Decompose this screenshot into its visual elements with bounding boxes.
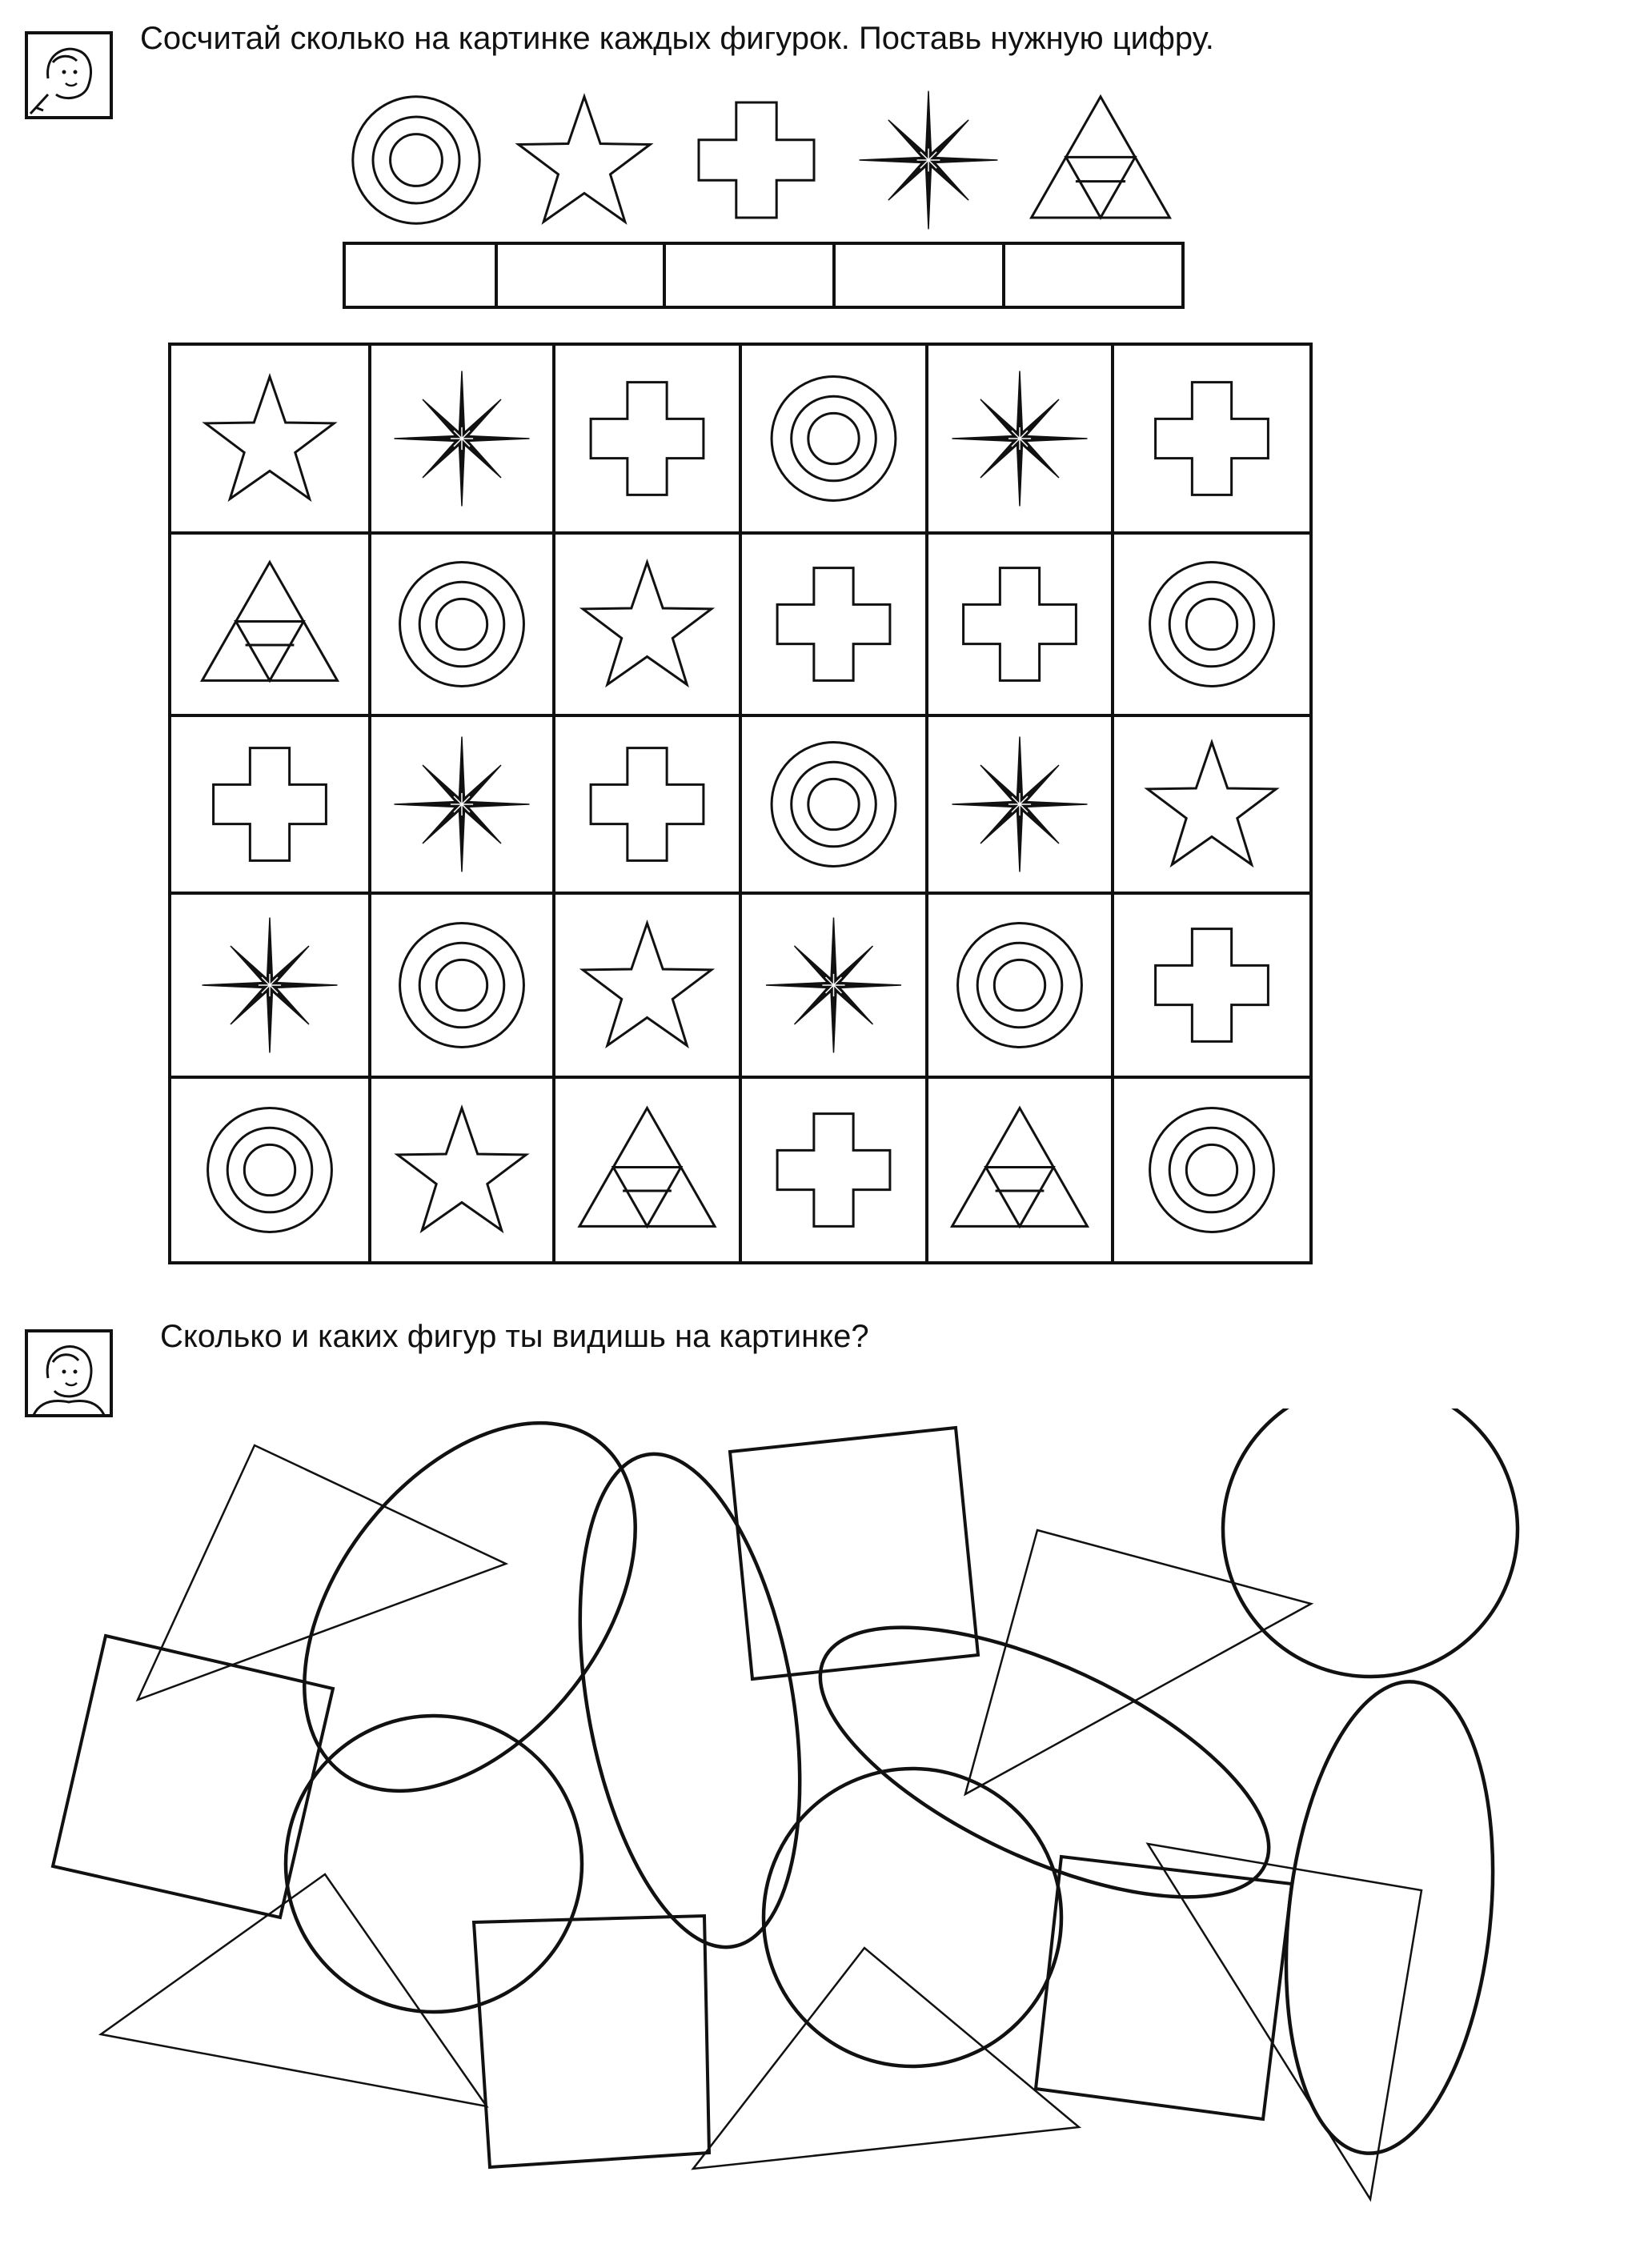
grid-cell — [1113, 893, 1311, 1077]
triangle-shape — [693, 1948, 1079, 2169]
grid-cell — [927, 533, 1113, 715]
grid-cell — [740, 1077, 927, 1263]
grid-cell — [740, 344, 927, 533]
grid-cell — [1113, 1077, 1311, 1263]
ellipse-shape — [784, 1573, 1305, 1952]
square-shape — [53, 1636, 333, 1917]
answer-box-star[interactable] — [496, 243, 664, 307]
sparkle-icon — [860, 91, 998, 230]
circle-shape — [764, 1769, 1061, 2066]
circle-shape — [1223, 1408, 1518, 1677]
triangle-shape — [965, 1530, 1311, 1794]
grid-cell — [1113, 344, 1311, 533]
overlapping-shapes-picture — [0, 1408, 1632, 2268]
grid-cell — [170, 344, 370, 533]
grid-cell — [554, 344, 740, 533]
cross-icon — [699, 102, 814, 218]
grid-cell — [170, 1077, 370, 1263]
triangle-shape — [138, 1445, 506, 1700]
circle-shape — [286, 1716, 582, 2012]
star-icon — [519, 97, 650, 222]
triangle-icon — [1032, 97, 1170, 218]
answer-box-triangle[interactable] — [1004, 243, 1183, 307]
answer-box-sparkle[interactable] — [834, 243, 1004, 307]
answer-box-ring[interactable] — [344, 243, 496, 307]
square-shape — [474, 1916, 709, 2167]
child-face-icon — [24, 1328, 114, 1418]
grid-cell — [554, 1077, 740, 1263]
task1-instruction: Сосчитай сколько на картинке каждых фигурок. Поставь нужную цифру. — [140, 21, 1214, 56]
grid-cell — [740, 533, 927, 715]
grid-cell — [927, 1077, 1113, 1263]
answer-box-cross[interactable] — [664, 243, 834, 307]
grid-cell — [927, 893, 1113, 1077]
grid-cell — [170, 715, 370, 893]
square-shape — [730, 1428, 978, 1679]
ellipse-shape — [546, 1437, 834, 1965]
grid-cell — [554, 715, 740, 893]
figures-grid — [168, 343, 1313, 1264]
grid-cell — [1113, 533, 1311, 715]
ring-icon — [353, 97, 479, 223]
grid-cell — [370, 533, 554, 715]
task2-instruction: Сколько и каких фигур ты видишь на картинке? — [160, 1319, 869, 1354]
grid-cell — [370, 893, 554, 1077]
legend-area — [0, 0, 1632, 336]
